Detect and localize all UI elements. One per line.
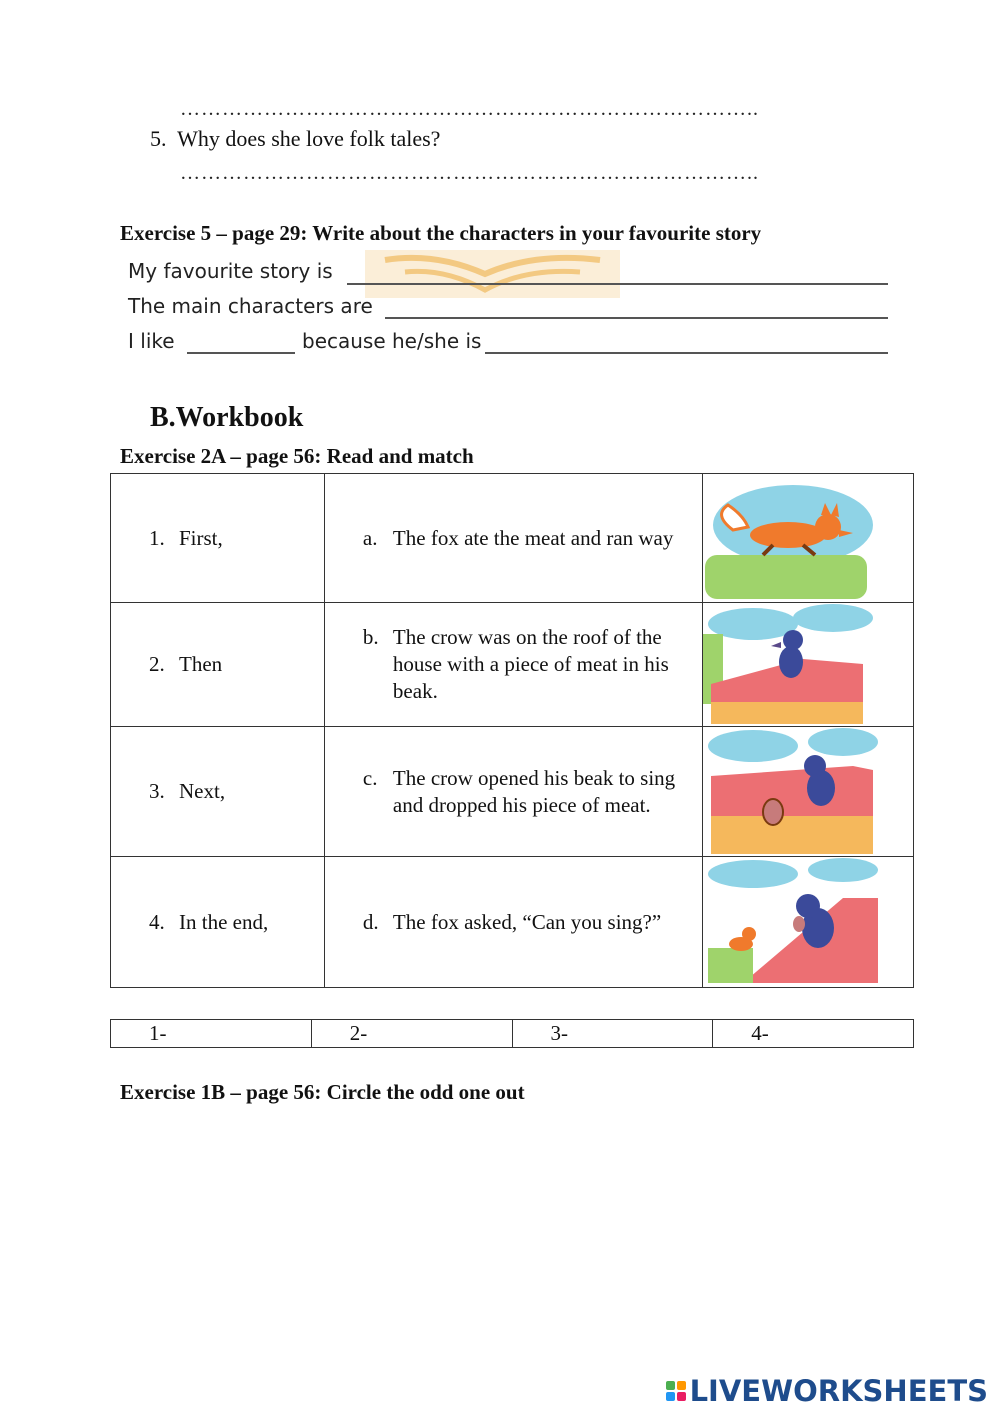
answer-row xyxy=(111,1020,914,1048)
exercise-1b-title: Exercise 1B – page 56: Circle the odd one out xyxy=(120,1080,525,1104)
fox-and-crow-picture xyxy=(702,857,913,988)
right-cell xyxy=(324,603,702,727)
main-characters-label: The main characters are xyxy=(128,294,373,318)
left-cell xyxy=(111,857,325,988)
favourite-story-line[interactable] xyxy=(347,283,888,285)
right-cell xyxy=(324,857,702,988)
exercise-5-title: Exercise 5 – page 29: Write about the characters in your favourite story xyxy=(120,221,762,245)
option-letter: a. xyxy=(362,525,378,550)
favourite-story-label: My favourite story is xyxy=(128,259,333,283)
answer-cell-1[interactable]: 1- xyxy=(111,1020,312,1048)
option-letter: d. xyxy=(362,909,379,934)
crow-on-roof-picture xyxy=(702,603,913,727)
i-like-label: I like xyxy=(128,329,175,353)
right-cell xyxy=(324,727,702,857)
left-cell xyxy=(111,727,325,857)
item-text: Then xyxy=(179,652,223,676)
right-cell xyxy=(324,474,702,603)
exercise-2a-title: Exercise 2A – page 56: Read and match xyxy=(120,444,474,468)
item-number: 1. xyxy=(149,525,165,550)
logo-text: LIVEWORKSHEETS xyxy=(689,1374,988,1408)
logo-icon xyxy=(666,1381,686,1401)
answer-dotted-line[interactable]: ……………………………………………………………………….. xyxy=(180,98,759,120)
option-text: The fox asked, “Can you sing?” xyxy=(392,909,662,934)
table-row xyxy=(111,474,914,603)
question-number: 5. xyxy=(150,126,167,151)
answer-dotted-line[interactable]: ……………………………………………………………………….. xyxy=(180,162,759,184)
option-text: The crow opened his beak to sing and dropped his piece of meat. xyxy=(392,765,676,817)
table-row xyxy=(111,727,914,857)
main-characters-line[interactable] xyxy=(385,317,888,319)
item-number: 2. xyxy=(149,652,165,676)
table-row xyxy=(111,857,914,988)
book-decoration xyxy=(365,250,620,298)
answer-cell-4[interactable]: 4- xyxy=(713,1020,914,1048)
section-b-title: B.Workbook xyxy=(150,402,304,433)
left-cell xyxy=(111,474,325,603)
liveworksheets-logo xyxy=(666,1374,988,1408)
table-row xyxy=(111,603,914,727)
item-number: 3. xyxy=(149,779,165,803)
match-table xyxy=(110,473,914,988)
answer-cell-3[interactable]: 3- xyxy=(512,1020,713,1048)
question-5 xyxy=(150,126,440,152)
item-text: First, xyxy=(179,525,223,550)
item-text: In the end, xyxy=(179,909,269,934)
left-cell xyxy=(111,603,325,727)
answer-table xyxy=(110,1019,914,1048)
i-like-line[interactable] xyxy=(187,352,295,354)
because-label: because he/she is xyxy=(302,329,482,353)
option-letter: b. xyxy=(362,625,379,649)
fox-running-picture xyxy=(702,474,913,603)
question-text: Why does she love folk tales? xyxy=(177,126,441,151)
option-text: The crow was on the roof of the house with a piece of meat in his beak. xyxy=(392,625,669,703)
because-line[interactable] xyxy=(485,352,888,354)
item-text: Next, xyxy=(179,779,226,803)
crow-dropping-meat-picture xyxy=(702,727,913,857)
option-text: The fox ate the meat and ran way xyxy=(392,525,674,550)
answer-cell-2[interactable]: 2- xyxy=(311,1020,512,1048)
item-number: 4. xyxy=(149,909,165,934)
option-letter: c. xyxy=(362,765,378,790)
